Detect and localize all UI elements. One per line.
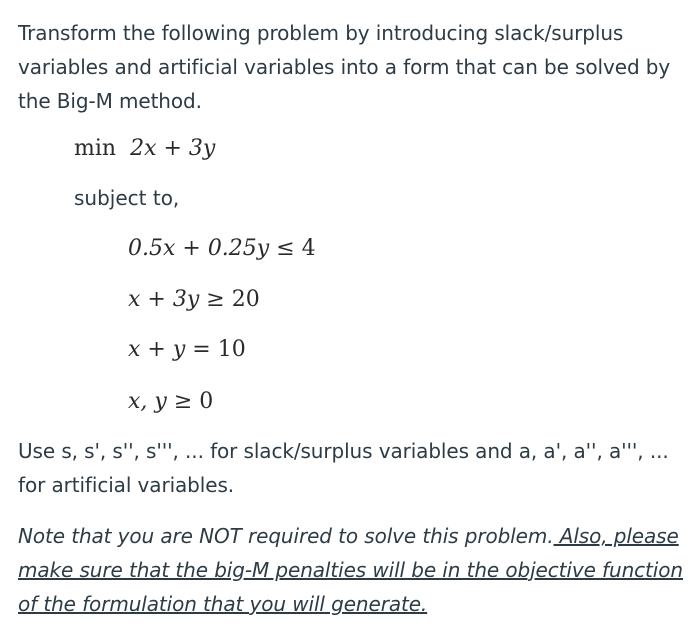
constraint-lhs: 0.5x + 0.25y [128,236,270,261]
constraint-1 [128,236,316,261]
constraint-rhs: 0 [199,389,214,414]
objective-function [74,136,215,161]
constraint-lhs: x + y [128,337,186,362]
constraint-rhs: 4 [301,236,316,261]
constraint-operator: ≥ [206,287,225,312]
objective-min: min [74,136,117,161]
note-underlined-text: Also, please make sure that the big-M penalties will be in the objective function of the formulation that you will generate. [18,524,683,616]
constraint-2 [128,287,260,312]
intro-paragraph: Transform the following problem by introducing slack/surplus variables and artificial variables into a form that can be solved by the Big-M method. [18,21,671,113]
constraint-rhs: 20 [231,287,260,312]
note-plain-text: Note that you are NOT required to solve this problem. [18,524,554,548]
constraint-3 [128,337,246,362]
note-paragraph [18,519,688,621]
subject-to-label: subject to, [74,186,180,210]
variable-naming-instructions: Use s, s', s'', s''', ... for slack/surplus variables and a, a', a'', a''', ... for artificial variables. [18,439,669,497]
constraint-operator: ≤ [276,236,295,261]
constraint-rhs: 10 [217,337,246,362]
constraint-lhs: x + 3y [128,287,200,312]
nonnegativity-constraint [128,389,213,414]
constraint-operator: = [192,337,211,362]
constraint-lhs: x, y [128,389,167,414]
constraint-operator: ≥ [173,389,193,414]
objective-expression: 2x + 3y [130,136,216,161]
